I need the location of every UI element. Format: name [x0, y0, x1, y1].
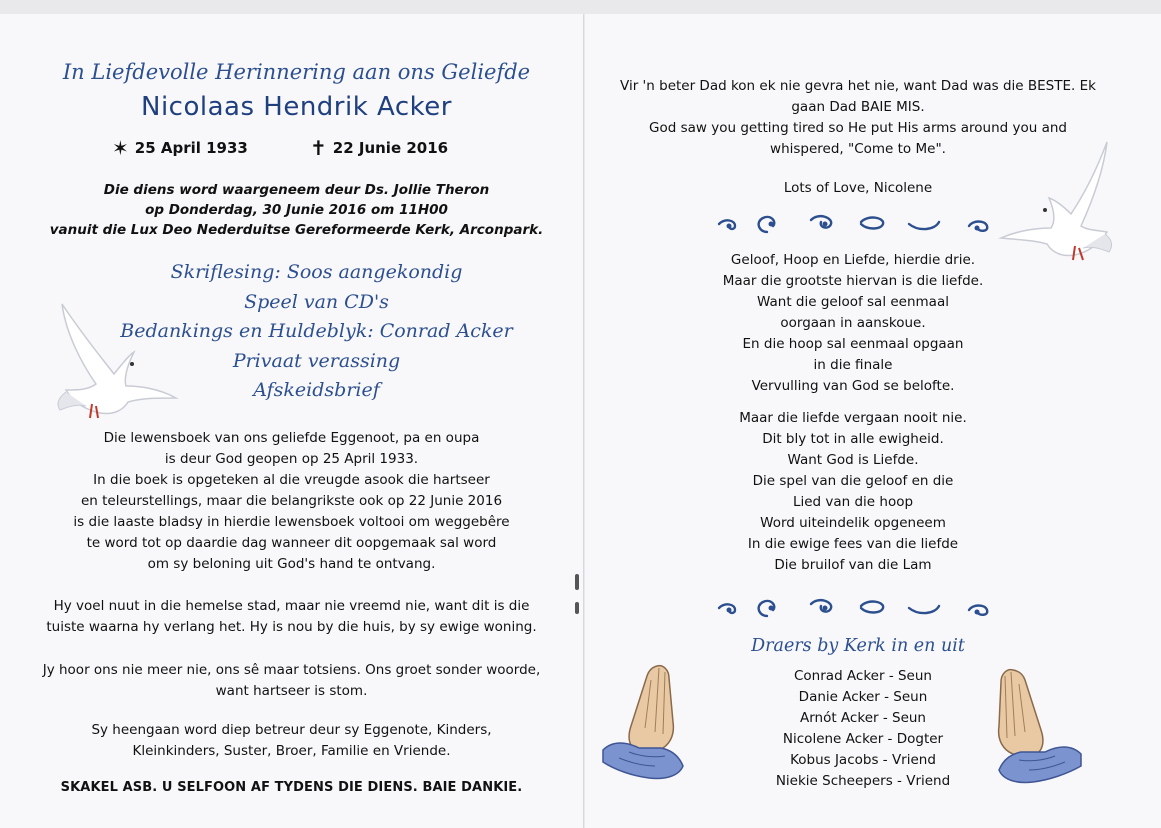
- text-line: Die spel van die geloof en die: [752, 473, 954, 489]
- text-line: En die hoop sal eenmaal opgaan: [742, 336, 964, 352]
- star-icon: ✶: [112, 136, 129, 160]
- text-line: in die finale: [813, 357, 893, 373]
- text-line: om sy beloning uit God's hand te ontvang.: [147, 556, 436, 572]
- birth-date-group: [112, 136, 248, 160]
- text-line: te word tot op daardie dag wanneer dit oopgemaak sal word: [86, 535, 497, 551]
- service-details: [40, 180, 553, 240]
- programme-item: Speel van CD's: [244, 290, 389, 313]
- death-date-group: [310, 136, 448, 160]
- text-line: Lied van die hoop: [792, 494, 914, 510]
- dove-icon: [995, 134, 1115, 264]
- heavenly-city-paragraph: [30, 596, 553, 638]
- memorial-heading: In Liefdevolle Herinnering aan ons Geliefde: [62, 60, 531, 84]
- text-line: is deur God geopen op 25 April 1933.: [164, 451, 419, 467]
- death-date: 22 Junie 2016: [332, 139, 449, 157]
- praying-hands-icon: [985, 666, 1085, 786]
- poem-stanza: [665, 250, 1041, 397]
- text-line: Dit bly tot in alle ewigheid.: [762, 431, 944, 447]
- text-line: tuiste waarna hy verlang het. Hy is nou by die huis, by sy ewige woning.: [46, 619, 537, 635]
- programme-item: Privaat verassing: [232, 349, 401, 372]
- text-line: In die ewige fees van die liefde: [747, 536, 959, 552]
- text-line: Want die geloof sal eenmaal: [757, 294, 949, 310]
- cross-icon: ✝: [310, 136, 327, 160]
- signoff: Lots of Love, Nicolene: [783, 180, 933, 196]
- list-item: Nicolene Acker - Dogter: [782, 731, 944, 747]
- praying-hands-icon: [599, 662, 699, 782]
- farewell-paragraph: [30, 660, 553, 702]
- text-line: oorgaan in aanskoue.: [780, 315, 926, 331]
- text-line: Want God is Liefde.: [787, 452, 919, 468]
- service-line: op Donderdag, 30 Junie 2016 om 11H00: [145, 202, 448, 218]
- list-item: Conrad Acker - Seun: [794, 668, 932, 684]
- text-line: Word uiteindelik opgeneem: [760, 515, 946, 531]
- birth-date: 25 April 1933: [134, 139, 248, 157]
- text-line: Jy hoor ons nie meer nie, ons sê maar totsiens. Ons groet sonder woorde,: [42, 662, 541, 678]
- text-line: In die boek is opgeteken al die vreugde asook die hartseer: [93, 472, 490, 488]
- life-dates: [112, 136, 472, 162]
- service-line: Die diens word waargeneem deur Ds. Jollie Theron: [103, 182, 490, 198]
- programme-item: Bedankings en Huldeblyk: Conrad Acker: [120, 320, 513, 342]
- text-line: whispered, "Come to Me".: [770, 141, 946, 157]
- life-book-paragraph: [30, 428, 553, 575]
- list-item: Kobus Jacobs - Vriend: [790, 752, 936, 768]
- text-line: Die bruilof van die Lam: [774, 557, 932, 573]
- text-line: gaan Dad BAIE MIS.: [791, 99, 925, 115]
- deceased-name: Nicolaas Hendrik Acker: [141, 92, 452, 122]
- text-line: Vervulling van God se belofte.: [751, 378, 955, 394]
- text-line: Maar die grootste hiervan is die liefde.: [722, 273, 984, 289]
- right-page: [585, 14, 1161, 828]
- text-line: God saw you getting tired so He put His arms around you and: [649, 120, 1067, 136]
- text-line: Kleinkinders, Suster, Broer, Familie en Vriende.: [132, 743, 451, 759]
- flourish-ornament: [715, 208, 995, 238]
- binding-mark: [575, 574, 579, 590]
- phone-notice: SKAKEL ASB. U SELFOON AF TYDENS DIE DIENS. BAIE DANKIE.: [60, 780, 523, 795]
- programme-item: Skriflesing: Soos aangekondig: [170, 261, 463, 283]
- mourners-paragraph: [30, 720, 553, 762]
- flourish-ornament: [715, 592, 995, 622]
- bearers-list: [715, 666, 1011, 792]
- left-page: [0, 14, 583, 828]
- text-line: Die lewensboek van ons geliefde Eggenoot, pa en oupa: [103, 430, 480, 446]
- poem-stanza: [665, 408, 1041, 576]
- programme-item: Afskeidsbrief: [253, 379, 380, 401]
- list-item: Niekie Scheepers - Vriend: [775, 773, 951, 789]
- list-item: Arnót Acker - Seun: [799, 710, 926, 726]
- text-line: want hartseer is stom.: [215, 683, 368, 699]
- bearers-heading: Draers by Kerk in en uit: [751, 636, 965, 656]
- text-line: Maar die liefde vergaan nooit nie.: [739, 410, 967, 426]
- programme-list: [70, 258, 563, 406]
- binding-mark: [575, 602, 579, 614]
- text-line: is die laaste bladsy in hierdie lewensboek voltooi om weggebêre: [73, 514, 510, 530]
- text-line: Vir 'n beter Dad kon ek nie gevra het nie, want Dad was die BESTE. Ek: [620, 78, 1096, 94]
- text-line: Geloof, Hoop en Liefde, hierdie drie.: [730, 252, 976, 268]
- text-line: Hy voel nuut in die hemelse stad, maar nie vreemd nie, want dit is die: [53, 598, 530, 614]
- list-item: Danie Acker - Seun: [798, 689, 928, 705]
- service-line: vanuit die Lux Deo Nederduitse Gereformeerde Kerk, Arconpark.: [49, 222, 544, 238]
- text-line: Sy heengaan word diep betreur deur sy Eggenote, Kinders,: [91, 722, 492, 738]
- text-line: en teleurstellings, maar die belangrikste ook op 22 Junie 2016: [80, 493, 503, 509]
